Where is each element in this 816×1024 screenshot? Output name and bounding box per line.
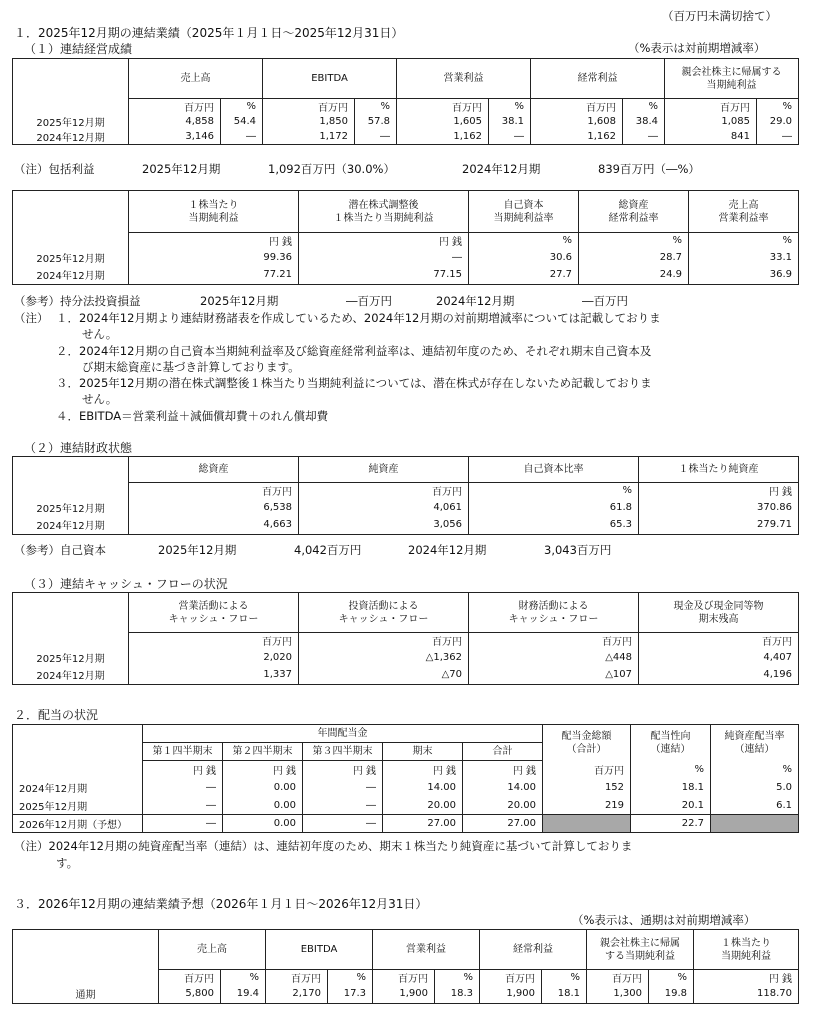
cell: 1,085 xyxy=(665,114,757,129)
forecast-pct-note: （%表示は、通期は対前期増減率） xyxy=(572,913,756,927)
cell: 24.9 xyxy=(579,266,689,284)
cell: 841 xyxy=(665,129,757,145)
cell: 20.00 xyxy=(383,797,463,815)
header-operating-cf: 営業活動による キャッシュ・フロー xyxy=(129,593,299,633)
equity-ref-period1: 2025年12月期 xyxy=(158,543,237,557)
results-table xyxy=(12,58,799,145)
table-row xyxy=(13,266,799,284)
unit-cell: 百万円 xyxy=(397,99,489,115)
equity-ref-value2: 3,043百万円 xyxy=(544,543,612,557)
row-label: 2025年12月期 xyxy=(13,498,129,516)
unit-cell: 百万円 xyxy=(299,483,469,499)
cell: 27.00 xyxy=(383,815,463,833)
header-net-income: 親会社株主に帰属する 当期純利益 xyxy=(665,59,799,99)
row-label: 2025年12月期 xyxy=(13,797,143,815)
cell: 5.0 xyxy=(711,779,799,797)
table-row xyxy=(13,114,799,129)
header-diluted-eps: 潜在株式調整後 １株当たり当期純利益 xyxy=(299,191,469,233)
comp-income-label: （注）包括利益 xyxy=(14,162,95,176)
note-3b: せん。 xyxy=(82,392,118,406)
unit-cell: % xyxy=(469,483,639,499)
cell: 6,538 xyxy=(129,498,299,516)
dividend-note-a: （注）2024年12月期の純資産配当率（連結）は、連結初年度のため、期末１株当たり純資産に基づいて計算しておりま xyxy=(14,839,633,853)
unit-blank xyxy=(13,233,129,249)
row-label: 2025年12月期 xyxy=(13,114,129,129)
unit-cell: 百万円 xyxy=(373,970,435,986)
shaded-cell xyxy=(543,815,631,833)
cell: 99.36 xyxy=(129,248,299,266)
cell: 29.0 xyxy=(757,114,799,129)
section-1-title: １．2025年12月期の連結業績（2025年１月１日～2025年12月31日） xyxy=(14,26,404,40)
cell: △448 xyxy=(469,648,639,666)
cell: 1,337 xyxy=(129,666,299,684)
cell: △1,362 xyxy=(299,648,469,666)
per-share-table xyxy=(12,190,799,285)
equity-method-period2: 2024年12月期 xyxy=(436,294,515,308)
note-2b: び期末総資産に基づき計算しております。 xyxy=(82,360,300,374)
cell: 19.8 xyxy=(649,985,694,1003)
unit-cell: 円 銭 xyxy=(223,761,303,779)
cell: 5,800 xyxy=(159,985,221,1003)
row-label: 2024年12月期 xyxy=(13,266,129,284)
cell: ― xyxy=(299,248,469,266)
unit-cell: % xyxy=(649,970,694,986)
cell: 18.1 xyxy=(631,779,711,797)
row-label: 2025年12月期 xyxy=(13,648,129,666)
unit-cell: 百万円 xyxy=(587,970,649,986)
note-1b: せん。 xyxy=(82,327,118,341)
unit-cell: 百万円 xyxy=(531,99,623,115)
cell: 1,900 xyxy=(480,985,542,1003)
unit-cell: 百万円 xyxy=(469,633,639,649)
header-year-end: 期末 xyxy=(383,743,463,761)
equity-method-period1: 2025年12月期 xyxy=(200,294,279,308)
cell: 4,061 xyxy=(299,498,469,516)
cell: ― xyxy=(303,815,383,833)
header-blank xyxy=(13,725,143,743)
cell: 14.00 xyxy=(383,779,463,797)
unit-note: （百万円未満切捨て） xyxy=(662,9,777,23)
cell: 4,407 xyxy=(639,648,799,666)
row-label: 2025年12月期 xyxy=(13,248,129,266)
header-eps: １株当たり 当期純利益 xyxy=(129,191,299,233)
header-equity-ratio: 自己資本比率 xyxy=(469,457,639,483)
subsection-3-title: （３）連結キャッシュ・フローの状況 xyxy=(24,577,228,591)
table-row xyxy=(13,129,799,145)
note-1a: １．2024年12月期より連結財務諸表を作成しているため、2024年12月期の対前期増減率については記載しておりま xyxy=(56,311,661,325)
header-sales: 売上高 xyxy=(159,930,266,970)
header-q1: 第１四半期末 xyxy=(143,743,223,761)
unit-cell: 円 銭 xyxy=(299,233,469,249)
unit-blank xyxy=(13,99,129,115)
unit-cell: % xyxy=(221,970,266,986)
header-net-income: 親会社株主に帰属 する当期純利益 xyxy=(587,930,694,970)
unit-cell: % xyxy=(489,99,531,115)
cell: 36.9 xyxy=(689,266,799,284)
forecast-table xyxy=(12,929,799,1004)
unit-cell: 百万円 xyxy=(639,633,799,649)
cell: 0.00 xyxy=(223,797,303,815)
comp-income-value1: 1,092百万円（30.0%） xyxy=(268,162,395,176)
cell: ― xyxy=(143,797,223,815)
cell: 1,850 xyxy=(263,114,355,129)
note-2a: ２．2024年12月期の自己資本当期純利益率及び総資産経常利益率は、連結初年度のため、それぞれ期末自己資本及 xyxy=(56,344,652,358)
unit-cell: % xyxy=(221,99,263,115)
cell: 18.1 xyxy=(542,985,587,1003)
table-row xyxy=(13,648,799,666)
cell: 279.71 xyxy=(639,516,799,534)
financial-position-table xyxy=(12,456,799,535)
header-payout-ratio: 配当性向 （連結） xyxy=(631,725,711,761)
unit-cell: % xyxy=(435,970,480,986)
cell: 3,146 xyxy=(129,129,221,145)
unit-cell: 百万円 xyxy=(266,970,328,986)
unit-cell: % xyxy=(757,99,799,115)
unit-cell: % xyxy=(579,233,689,249)
table-row xyxy=(13,516,799,534)
header-investing-cf: 投資活動による キャッシュ・フロー xyxy=(299,593,469,633)
cell: 27.00 xyxy=(463,815,543,833)
dividend-table xyxy=(12,724,799,833)
cell: 18.3 xyxy=(435,985,480,1003)
cell: 1,900 xyxy=(373,985,435,1003)
cell: ― xyxy=(143,779,223,797)
table-row xyxy=(13,248,799,266)
unit-cell: 百万円 xyxy=(263,99,355,115)
header-ebitda: EBITDA xyxy=(266,930,373,970)
unit-cell: % xyxy=(623,99,665,115)
pct-note: （%表示は対前期増減率） xyxy=(628,41,766,55)
cell: 38.1 xyxy=(489,114,531,129)
subsection-1-title: （１）連結経営成績 xyxy=(24,42,133,56)
row-label: 2024年12月期 xyxy=(13,666,129,684)
cell: 77.15 xyxy=(299,266,469,284)
unit-cell: 円 銭 xyxy=(639,483,799,499)
unit-cell: % xyxy=(542,970,587,986)
cell: 22.7 xyxy=(631,815,711,833)
header-annual-dividend: 年間配当金 xyxy=(143,725,543,743)
unit-cell: % xyxy=(711,761,799,779)
unit-cell: 円 銭 xyxy=(383,761,463,779)
cell: △70 xyxy=(299,666,469,684)
cell: ― xyxy=(143,815,223,833)
cell: 19.4 xyxy=(221,985,266,1003)
dividend-note-b: す。 xyxy=(56,856,79,870)
header-operating-income: 営業利益 xyxy=(373,930,480,970)
cell: 28.7 xyxy=(579,248,689,266)
unit-cell: 百万円 xyxy=(543,761,631,779)
cell: 118.70 xyxy=(694,985,799,1003)
cell: 65.3 xyxy=(469,516,639,534)
unit-cell: 円 銭 xyxy=(463,761,543,779)
header-blank xyxy=(13,457,129,483)
cell: 0.00 xyxy=(223,779,303,797)
equity-ref-period2: 2024年12月期 xyxy=(408,543,487,557)
cell: 1,162 xyxy=(531,129,623,145)
cell: 1,300 xyxy=(587,985,649,1003)
cell: ― xyxy=(221,129,263,145)
row-label: 2024年12月期 xyxy=(13,516,129,534)
row-label: 通期 xyxy=(13,985,159,1003)
cell: 77.21 xyxy=(129,266,299,284)
cell: 2,170 xyxy=(266,985,328,1003)
cell: ― xyxy=(303,797,383,815)
unit-cell: 百万円 xyxy=(299,633,469,649)
cell: 20.1 xyxy=(631,797,711,815)
header-cash-end: 現金及び現金同等物 期末残高 xyxy=(639,593,799,633)
table-row xyxy=(13,985,799,1003)
unit-cell: 百万円 xyxy=(159,970,221,986)
equity-ref-label: （参考）自己資本 xyxy=(14,543,106,557)
header-bps: １株当たり純資産 xyxy=(639,457,799,483)
header-sales: 売上高 xyxy=(129,59,263,99)
header-ordinary-income: 経常利益 xyxy=(531,59,665,99)
unit-blank xyxy=(13,970,159,986)
header-q2: 第２四半期末 xyxy=(223,743,303,761)
equity-method-value2: ―百万円 xyxy=(582,294,628,308)
unit-cell: 百万円 xyxy=(129,633,299,649)
header-ebitda: EBITDA xyxy=(263,59,397,99)
header-eps: １株当たり 当期純利益 xyxy=(694,930,799,970)
cell: 27.7 xyxy=(469,266,579,284)
cell: 3,056 xyxy=(299,516,469,534)
unit-cell: % xyxy=(631,761,711,779)
subsection-2-title: （２）連結財政状態 xyxy=(24,441,133,455)
cell: 6.1 xyxy=(711,797,799,815)
cash-flow-table xyxy=(12,592,799,685)
cell: 2,020 xyxy=(129,648,299,666)
cell: ― xyxy=(623,129,665,145)
section-2-title: ２．配当の状況 xyxy=(14,708,99,722)
table-row xyxy=(13,498,799,516)
header-blank xyxy=(13,743,143,761)
header-total-dividend: 配当金総額 （合計） xyxy=(543,725,631,761)
header-op-margin: 売上高 営業利益率 xyxy=(689,191,799,233)
cell: ― xyxy=(355,129,397,145)
cell: 38.4 xyxy=(623,114,665,129)
section-3-title: ３．2026年12月期の連結業績予想（2026年１月１日～2026年12月31日） xyxy=(14,897,428,911)
cell: 17.3 xyxy=(328,985,373,1003)
equity-ref-value1: 4,042百万円 xyxy=(294,543,362,557)
unit-cell: % xyxy=(469,233,579,249)
note-3a: ３．2025年12月期の潜在株式調整後１株当たり当期純利益については、潜在株式が存在しないため記載しておりま xyxy=(56,376,652,390)
unit-cell: 円 銭 xyxy=(129,233,299,249)
cell: 1,608 xyxy=(531,114,623,129)
unit-cell: % xyxy=(355,99,397,115)
row-label: 2024年12月期 xyxy=(13,779,143,797)
header-roa: 総資産 経常利益率 xyxy=(579,191,689,233)
header-total-assets: 総資産 xyxy=(129,457,299,483)
header-q3: 第３四半期末 xyxy=(303,743,383,761)
table-row xyxy=(13,815,799,833)
header-blank xyxy=(13,593,129,633)
equity-method-value1: ―百万円 xyxy=(346,294,392,308)
cell: 14.00 xyxy=(463,779,543,797)
header-blank xyxy=(13,59,129,99)
cell: 0.00 xyxy=(223,815,303,833)
cell: 61.8 xyxy=(469,498,639,516)
cell: 219 xyxy=(543,797,631,815)
header-blank xyxy=(13,191,129,233)
unit-blank xyxy=(13,483,129,499)
unit-blank xyxy=(13,761,143,779)
header-total: 合計 xyxy=(463,743,543,761)
shaded-cell xyxy=(711,815,799,833)
note-4: ４．EBITDA＝営業利益＋減価償却費＋のれん償却費 xyxy=(56,409,329,423)
comp-income-period2: 2024年12月期 xyxy=(462,162,541,176)
equity-method-label: （参考）持分法投資損益 xyxy=(14,294,141,308)
cell: 57.8 xyxy=(355,114,397,129)
cell: ― xyxy=(489,129,531,145)
cell: △107 xyxy=(469,666,639,684)
cell: 20.00 xyxy=(463,797,543,815)
unit-cell: 百万円 xyxy=(480,970,542,986)
unit-cell: 百万円 xyxy=(129,99,221,115)
unit-cell: 百万円 xyxy=(129,483,299,499)
cell: 4,663 xyxy=(129,516,299,534)
cell: 370.86 xyxy=(639,498,799,516)
cell: ― xyxy=(757,129,799,145)
table-row xyxy=(13,666,799,684)
unit-cell: 円 銭 xyxy=(303,761,383,779)
cell: 4,196 xyxy=(639,666,799,684)
header-operating-income: 営業利益 xyxy=(397,59,531,99)
cell: 1,605 xyxy=(397,114,489,129)
unit-cell: 円 銭 xyxy=(694,970,799,986)
cell: 33.1 xyxy=(689,248,799,266)
row-label: 2024年12月期 xyxy=(13,129,129,145)
header-doe: 純資産配当率 （連結） xyxy=(711,725,799,761)
comp-income-value2: 839百万円（―%） xyxy=(598,162,700,176)
row-label: 2026年12月期（予想） xyxy=(13,815,143,833)
cell: 30.6 xyxy=(469,248,579,266)
cell: ― xyxy=(303,779,383,797)
cell: 1,162 xyxy=(397,129,489,145)
header-net-assets: 純資産 xyxy=(299,457,469,483)
cell: 1,172 xyxy=(263,129,355,145)
header-financing-cf: 財務活動による キャッシュ・フロー xyxy=(469,593,639,633)
notes-lead: （注） xyxy=(14,311,49,325)
unit-cell: 円 銭 xyxy=(143,761,223,779)
comp-income-period1: 2025年12月期 xyxy=(142,162,221,176)
table-row xyxy=(13,797,799,815)
cell: 54.4 xyxy=(221,114,263,129)
header-roe: 自己資本 当期純利益率 xyxy=(469,191,579,233)
cell: 4,858 xyxy=(129,114,221,129)
unit-cell: 百万円 xyxy=(665,99,757,115)
cell: 152 xyxy=(543,779,631,797)
table-row xyxy=(13,779,799,797)
unit-cell: % xyxy=(328,970,373,986)
unit-blank xyxy=(13,633,129,649)
unit-cell: % xyxy=(689,233,799,249)
header-ordinary-income: 経常利益 xyxy=(480,930,587,970)
header-blank xyxy=(13,930,159,970)
